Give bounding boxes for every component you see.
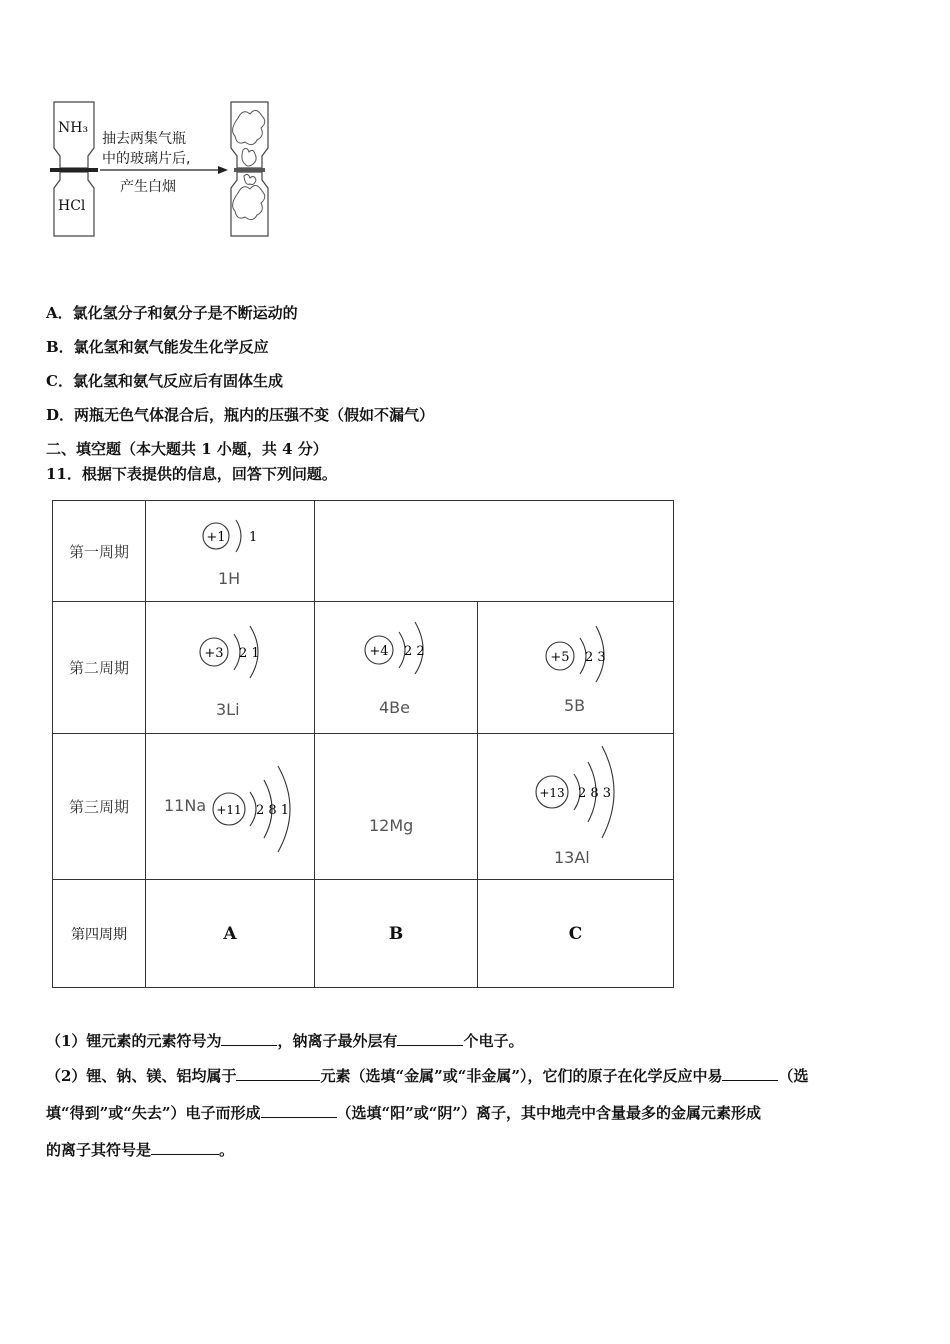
svg-text:2 3: 2 3 — [585, 650, 606, 665]
blank-1[interactable] — [221, 1031, 277, 1046]
svg-text:+3: +3 — [204, 646, 224, 661]
symbol-mg: 12Mg — [369, 816, 414, 835]
period-2-label: 第二周期 — [53, 602, 146, 734]
cell-mg — [315, 734, 478, 880]
period-3-label: 第三周期 — [53, 734, 146, 880]
blank-6[interactable] — [151, 1140, 219, 1155]
section-title: 二、填空题（本大题共 1 小题，共 4 分） — [46, 440, 328, 458]
cell-be — [315, 602, 478, 734]
arrow-text-3: 产生白烟 — [120, 179, 176, 195]
symbol-na: 11Na — [164, 796, 207, 815]
symbol-li: 3Li — [216, 700, 240, 719]
symbol-be: 4Be — [379, 698, 410, 717]
symbol-h: 1H — [218, 569, 241, 588]
atom-diagram-b — [544, 620, 634, 684]
blank-2[interactable] — [397, 1031, 463, 1046]
question-1: （1）锂元素的元素符号为 ，钠离子最外层有 个电子。 — [46, 1032, 524, 1050]
experiment-figure — [48, 98, 278, 243]
periodic-table — [52, 500, 674, 988]
blank-5[interactable] — [261, 1103, 337, 1118]
question-title: 11．根据下表提供的信息，回答下列问题。 — [46, 465, 337, 483]
svg-text:2 8 3: 2 8 3 — [578, 786, 612, 801]
blank-4[interactable] — [722, 1066, 778, 1081]
cell-c: C — [478, 880, 674, 988]
cell-na — [146, 734, 315, 880]
atom-diagram-al — [534, 740, 634, 844]
cell-al — [478, 734, 674, 880]
svg-text:2 1: 2 1 — [239, 646, 260, 661]
option-b: B．氯化氢和氨气能发生化学反应 — [46, 338, 269, 356]
option-d: D．两瓶无色气体混合后，瓶内的压强不变（假如不漏气） — [46, 406, 435, 424]
jar-label-nh3: NH₃ — [58, 120, 89, 136]
symbol-al: 13Al — [554, 848, 590, 867]
arrow-text-2: 中的玻璃片后, — [102, 151, 191, 167]
atom-diagram-h — [200, 515, 270, 565]
svg-text:+4: +4 — [369, 644, 389, 659]
nucleus-h: +1 — [206, 530, 226, 545]
arrow-text-1: 抽去两集气瓶 — [102, 131, 186, 147]
atom-diagram-li — [198, 622, 288, 682]
cell-b — [478, 602, 674, 734]
empty-cell — [315, 501, 674, 602]
cell-b-blank: B — [315, 880, 478, 988]
cell-h — [146, 501, 315, 602]
jar-label-hcl: HCl — [58, 198, 86, 214]
cell-li — [146, 602, 315, 734]
svg-text:2 8 1: 2 8 1 — [256, 803, 290, 818]
blank-3[interactable] — [236, 1066, 320, 1081]
cell-a: A — [146, 880, 315, 988]
period-4-label: 第四周期 — [53, 880, 146, 988]
question-2-line-1: （2）锂、钠、镁、铝均属于 元素（选填“金属”或“非金属”），它们的原子在化学反应中易 （选 — [46, 1067, 809, 1085]
shells-h: 1 — [249, 530, 258, 545]
svg-text:2 2: 2 2 — [404, 644, 425, 659]
svg-text:+11: +11 — [216, 803, 242, 817]
period-1-label: 第一周期 — [53, 501, 146, 602]
option-a: A．氯化氢分子和氨分子是不断运动的 — [46, 304, 298, 322]
question-2-line-2: 填“得到”或“失去”）电子而形成 （选填“阳”或“阴”）离子，其中地壳中含量最多的金属元素形成 — [46, 1104, 762, 1122]
option-c: C．氯化氢和氨气反应后有固体生成 — [46, 372, 283, 390]
question-2-line-3: 的离子其符号是 。 — [46, 1141, 235, 1159]
atom-diagram-be — [363, 614, 453, 674]
symbol-b: 5B — [564, 696, 586, 715]
atom-diagram-na — [212, 754, 312, 864]
svg-text:+5: +5 — [550, 650, 570, 665]
svg-text:+13: +13 — [539, 786, 565, 800]
